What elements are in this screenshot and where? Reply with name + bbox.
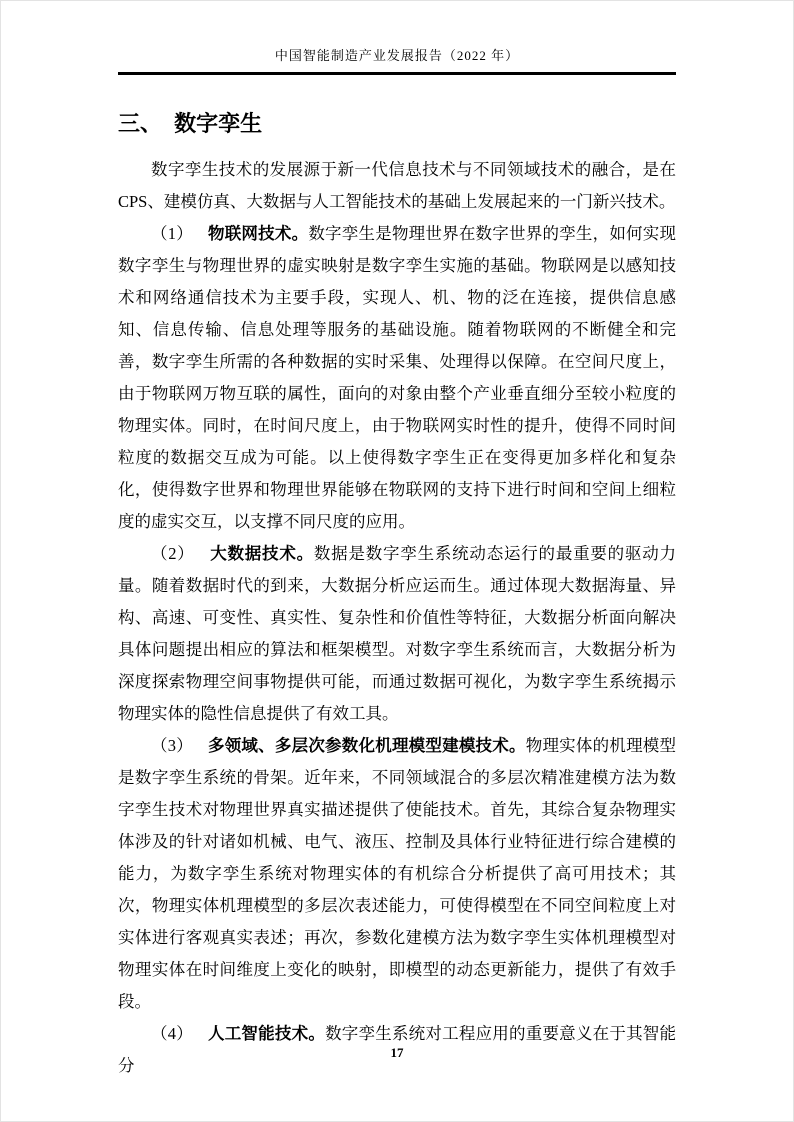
section-heading [118, 107, 676, 138]
item1-number: （1） [151, 224, 193, 243]
header-title: 中国智能制造产业发展报告（2022 年） [274, 48, 520, 63]
paragraph-intro-text: 数字孪生技术的发展源于新一代信息技术与不同领域技术的融合，是在CPS、建模仿真、大数据与人工智能技术的基础上发展起来的一门新兴技术。 [118, 160, 676, 211]
item1-body: 数字孪生是物理世界在数字世界的孪生，如何实现数字孪生与物理世界的虚实映射是数字孪生实施的基础。物联网是以感知技术和网络通信技术为主要手段，实现人、机、物的泛在连接，提供信息感知、信息传输、信息处理等服务的基础设施。随着物联网的不断健全和完善，数字孪生所需的各种数据的实时采集、处理得以保障。在空间尺度上，由于物联网万物互联的属性，面向的对象由整个产业垂直细分至较小粒度的物理实体。同时，在时间尺度上，由于物联网实时性的提升，使得不同时间粒度的数据交互成为可能。以上使得数字孪生正在变得更加多样化和复杂化，使得数字世界和物理世界能够在物联网的支持下进行时间和空间上细粒度的虚实交互，以支撑不同尺度的应用。 [118, 224, 677, 531]
section-title: 数字孪生 [174, 111, 263, 136]
item4-body: 数字孪生系统对工程应用的重要意义在于其智能分 [118, 1024, 677, 1075]
item3-body: 物理实体的机理模型是数字孪生系统的骨架。近年来，不同领域混合的多层次精准建模方法为数字孪生技术对物理世界真实描述提供了使能技术。首先，其综合复杂物理实体涉及的针对诸如机械、电气、液压、控制及具体行业特征进行综合建模的能力，为数字孪生系统对物理实体的有机综合分析提供了高可用技术；其次，物理实体机理模型的多层次表述能力，可使得模型在不同空间粒度上对实体进行客观真实表述；再次，参数化建模方法为数字孪生实体机理模型对物理实体在时间维度上变化的映射，即模型的动态更新能力，提供了有效手段。 [118, 736, 677, 1011]
section-number: 三、 [118, 111, 163, 136]
paragraph-intro [118, 154, 676, 218]
item3-number: （3） [151, 736, 193, 755]
item2-body: 数据是数字孪生系统动态运行的最重要的驱动力量。随着数据时代的到来，大数据分析应运而生。通过体现大数据海量、异构、高速、可变性、真实性、复杂性和价值性等特征，大数据分析面向解决具体问题提出相应的算法和框架模型。对数字孪生系统而言，大数据分析为深度探索物理空间事物提供可能，而通过数据可视化，为数字孪生系统揭示物理实体的隐性信息提供了有效工具。 [118, 544, 677, 723]
page-content [1, 1, 793, 1082]
item2-title: 大数据技术。 [209, 544, 314, 563]
item1-title: 物联网技术。 [207, 224, 309, 243]
item3-title: 多领域、多层次参数化机理模型建模技术。 [207, 736, 526, 755]
running-header [118, 1, 676, 75]
item4-number: （4） [151, 1024, 193, 1043]
item2-number: （2） [151, 544, 195, 563]
item4-title: 人工智能技术。 [207, 1024, 326, 1043]
paragraph-item1 [118, 218, 676, 538]
page-number: 17 [390, 1045, 404, 1060]
body-text [118, 154, 676, 1082]
paragraph-item3 [118, 730, 676, 1018]
paragraph-item2 [118, 538, 676, 730]
